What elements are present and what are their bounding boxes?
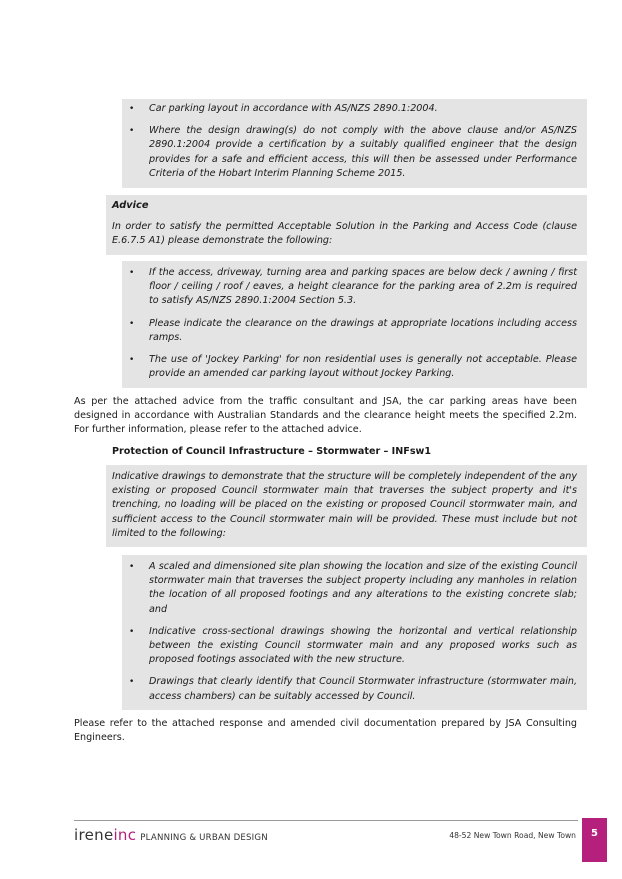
bullet-icon: • xyxy=(129,104,135,114)
bullet-icon: • xyxy=(129,562,135,572)
stormwater-list xyxy=(129,560,577,704)
section-heading: Protection of Council Infrastructure – Stormwater – INFsw1 xyxy=(112,446,432,457)
page-number: 5 xyxy=(582,818,607,862)
advice-title: Advice xyxy=(112,200,149,211)
bullet-icon: • xyxy=(129,318,135,329)
bullet-icon: • xyxy=(129,126,135,137)
logo-irene: irene xyxy=(74,826,114,844)
company-logo xyxy=(74,826,268,844)
list-item: • Drawings that clearly identify that Council Stormwater infrastructure (stormwater main, access chambers) can be suitably accessed by Council. xyxy=(129,676,577,702)
footer-divider xyxy=(74,820,578,821)
response-paragraph: As per the attached advice from the traffic consultant and JSA, the car parking areas have been designed in accordance with Australian Standards and the clearance height meets the specified 2.2m. For further information, please refer to the attached advice. xyxy=(74,396,577,436)
bullet-icon: • xyxy=(129,677,135,688)
list-item: • Where the design drawing(s) do not comply with the above clause and/or AS/NZS 2890.1:2004 provide a certification by a suitably qualified engineer that the design provides for a safe and efficient access, this will then be assessed under Performance Criteria of the Hobart Interim Planning Scheme 2015. xyxy=(129,125,577,179)
list-item: • Indicative cross-sectional drawings showing the horizontal and vertical relationship between the existing Council stormwater main and any proposed works such as proposed footings associated with the new structure. xyxy=(129,625,577,666)
advice-text: In order to satisfy the permitted Acceptable Solution in the Parking and Access Code (clause E.6.7.5 A1) please demonstrate the following: xyxy=(112,221,577,247)
list-item: • If the access, driveway, turning area and parking spaces are below deck / awning / first floor / ceiling / roof / eaves, a height clearance for the parking area of 2.2m is required to satisfy AS/NZS 2890.1:2004 Section 5.3. xyxy=(129,267,577,307)
requirements-list xyxy=(129,102,577,181)
indicative-text: Indicative drawings to demonstrate that the structure will be completely independent of the any existing or proposed Council stormwater main that traverses the subject property and it's trenching, no loading will be placed on the existing or proposed Council stormwater main, and sufficient access to the Council stormwater main will be provided. These must include but not limited to the following: xyxy=(112,471,577,539)
list-item: • A scaled and dimensioned site plan showing the location and size of the existing Council stormwater main that traverses the subject property including any manholes in relation the location of all proposed footings and any alterations to the existing concrete slab; and xyxy=(129,561,577,615)
logo-inc: inc xyxy=(113,826,137,844)
closing-paragraph: Please refer to the attached response and amended civil documentation prepared by JSA Consulting Engineers. xyxy=(74,718,577,744)
footer-address: 48-52 New Town Road, New Town xyxy=(449,831,576,840)
bullet-icon: • xyxy=(129,626,135,637)
list-item: • Please indicate the clearance on the drawings at appropriate locations including access ramps. xyxy=(129,317,577,343)
bullet-icon: • xyxy=(129,268,135,278)
logo-tagline: PLANNING & URBAN DESIGN xyxy=(140,833,268,843)
clearance-list xyxy=(129,266,577,381)
bullet-icon: • xyxy=(129,355,135,366)
list-item: • The use of 'Jockey Parking' for non residential uses is generally not acceptable. Please provide an amended car parking layout without Jockey Parking. xyxy=(129,354,577,380)
list-item: • Car parking layout in accordance with AS/NZS 2890.1:2004. xyxy=(149,102,577,116)
